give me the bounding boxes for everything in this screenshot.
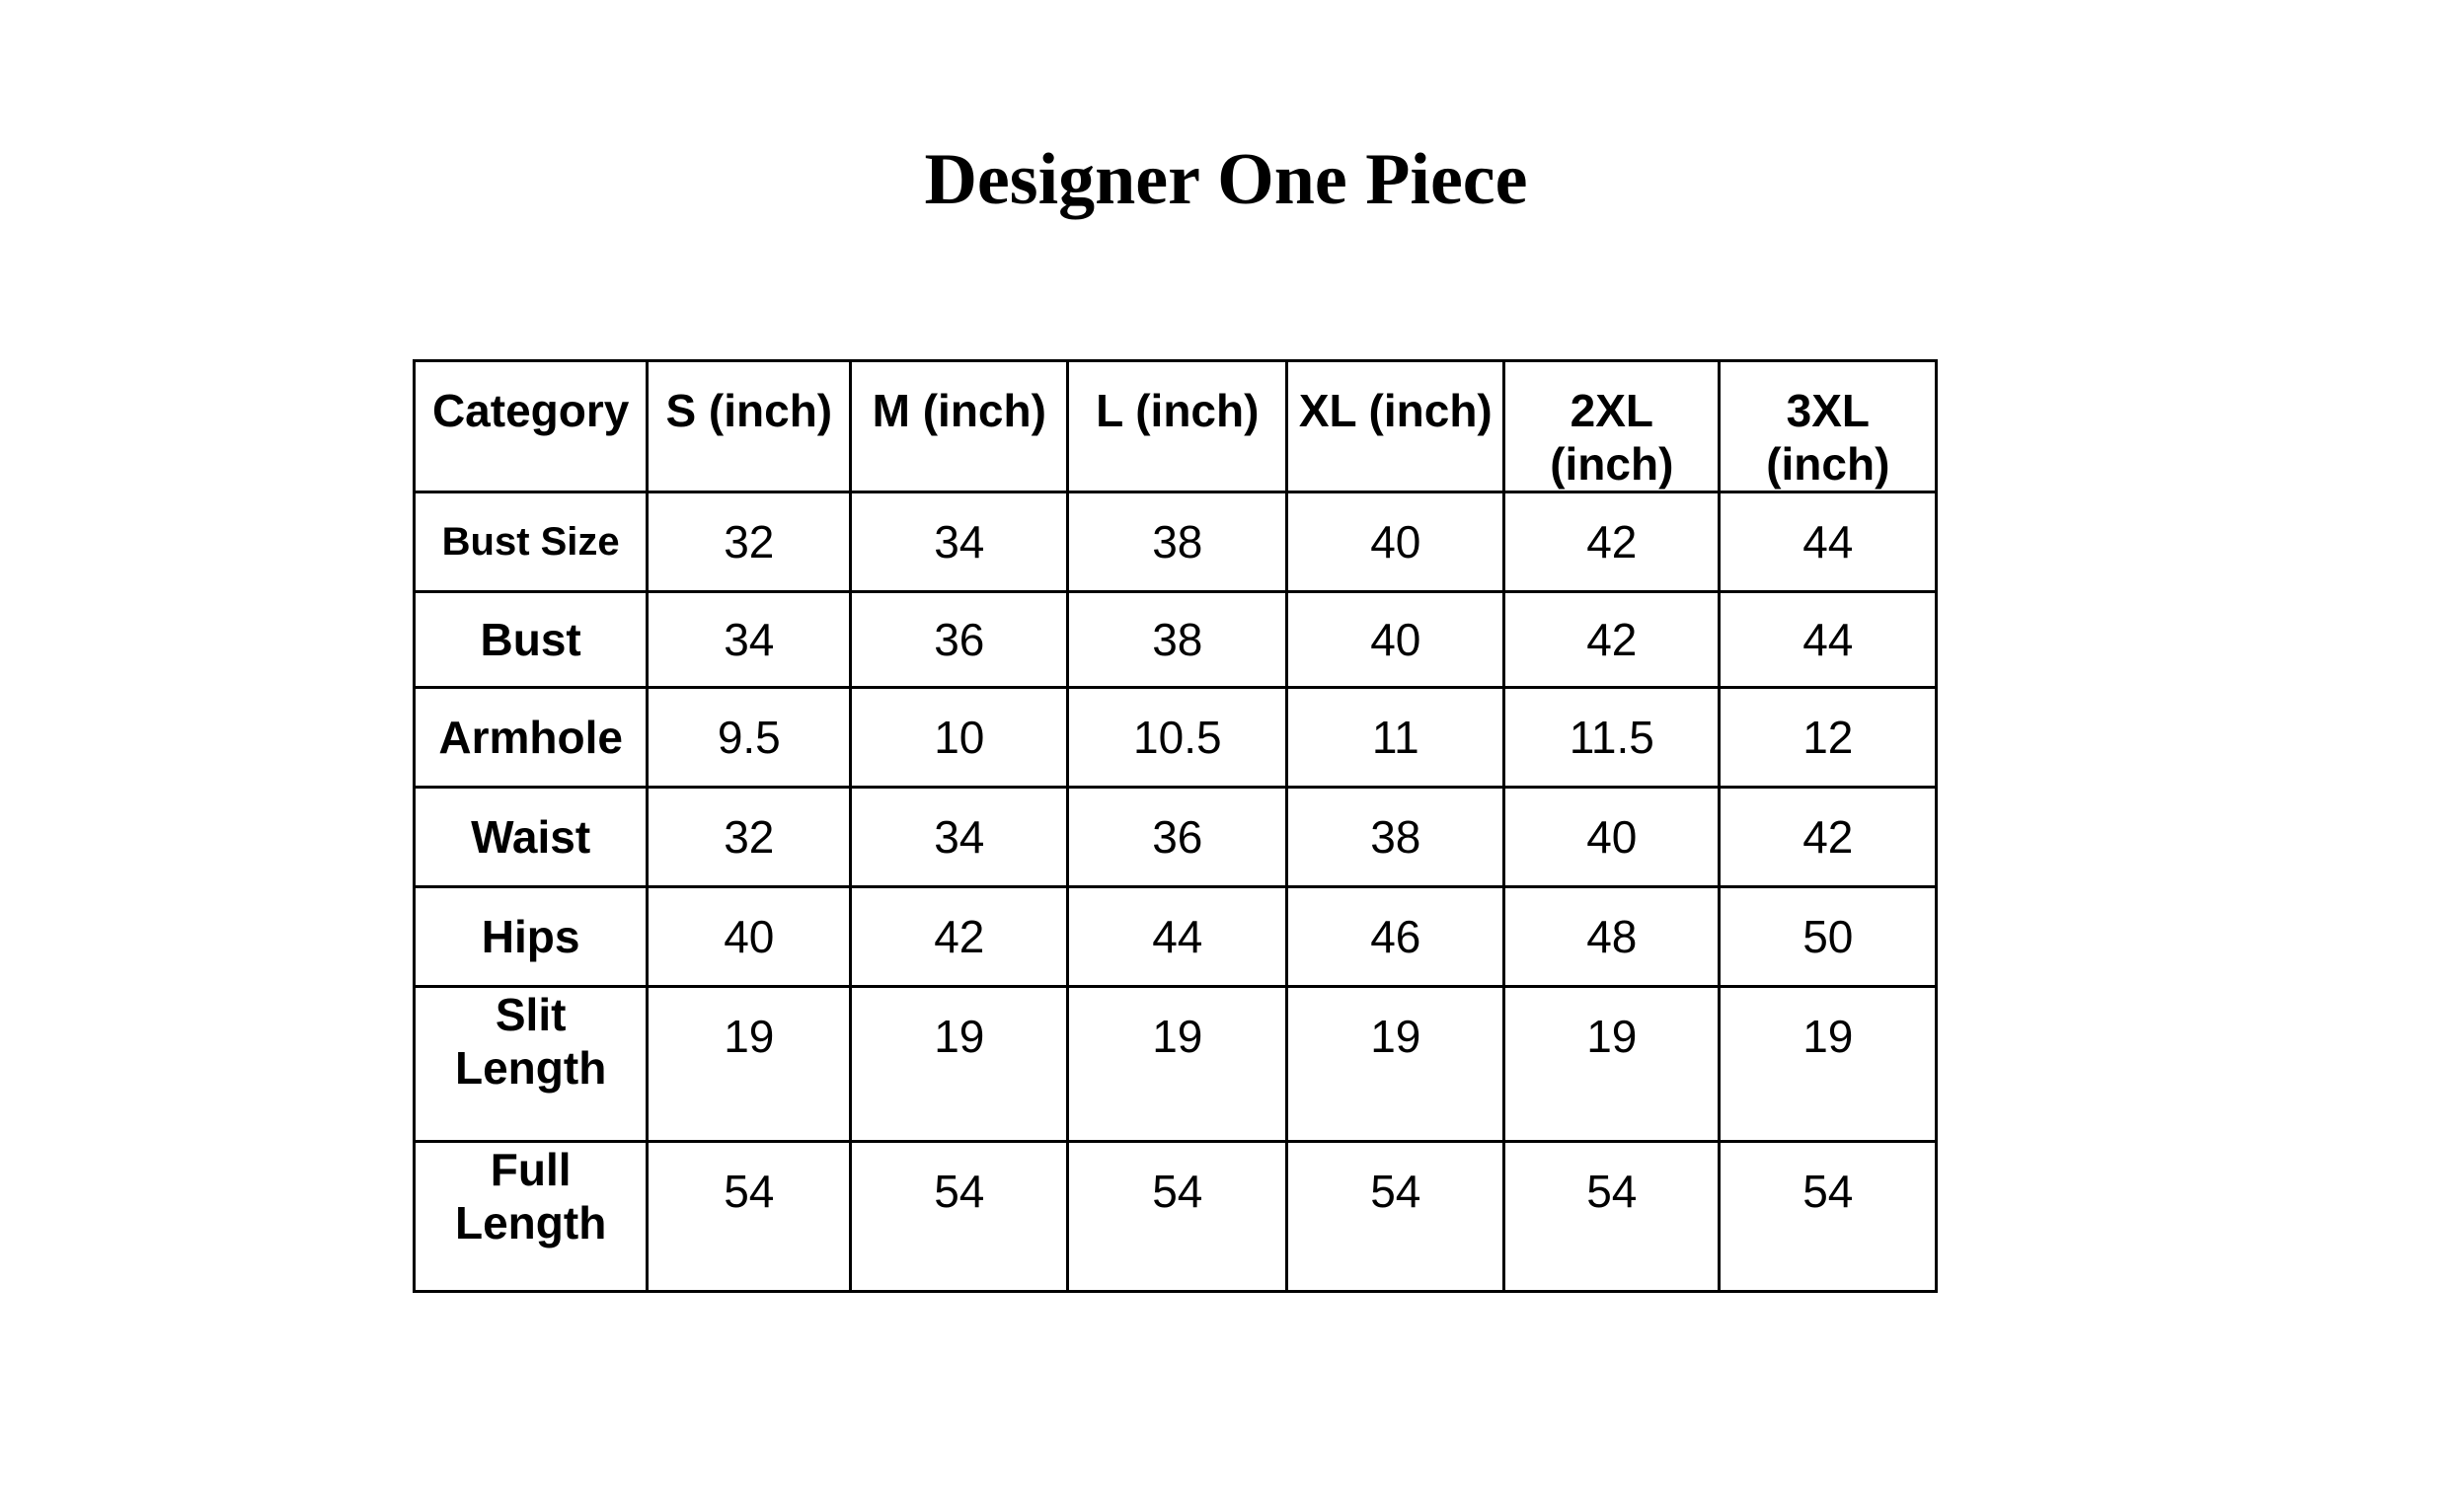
table-cell: 54: [1068, 1142, 1287, 1292]
column-header: S (inch): [648, 361, 851, 492]
table-cell: 19: [1068, 987, 1287, 1142]
table-cell: 19: [851, 987, 1068, 1142]
header-row: [415, 361, 1937, 492]
table-cell: 54: [1504, 1142, 1720, 1292]
table-cell: 50: [1720, 887, 1937, 987]
table-cell: 42: [851, 887, 1068, 987]
table-cell: 10.5: [1068, 688, 1287, 788]
table-cell: 36: [1068, 788, 1287, 887]
table-cell: 34: [648, 592, 851, 688]
size-chart-table: [413, 359, 1938, 1293]
table-cell: 11.5: [1504, 688, 1720, 788]
column-header: L (inch): [1068, 361, 1287, 492]
row-category: Bust: [415, 592, 648, 688]
row-category: Bust Size: [415, 492, 648, 592]
table-row: [415, 887, 1937, 987]
table-cell: 19: [1720, 987, 1937, 1142]
row-category: Waist: [415, 788, 648, 887]
column-header: M (inch): [851, 361, 1068, 492]
table-cell: 40: [648, 887, 851, 987]
row-category: Full Length: [415, 1142, 648, 1292]
table-cell: 12: [1720, 688, 1937, 788]
table-cell: 34: [851, 492, 1068, 592]
table-row: [415, 492, 1937, 592]
table-cell: 38: [1068, 492, 1287, 592]
table-cell: 42: [1720, 788, 1937, 887]
table-cell: 44: [1720, 492, 1937, 592]
table-cell: 9.5: [648, 688, 851, 788]
row-category: Armhole: [415, 688, 648, 788]
column-header: Category: [415, 361, 648, 492]
table-cell: 48: [1504, 887, 1720, 987]
table-cell: 54: [1720, 1142, 1937, 1292]
table-row: [415, 688, 1937, 788]
table-cell: 11: [1287, 688, 1504, 788]
table-cell: 10: [851, 688, 1068, 788]
table-cell: 54: [648, 1142, 851, 1292]
table-cell: 42: [1504, 592, 1720, 688]
table-cell: 54: [1287, 1142, 1504, 1292]
table-cell: 36: [851, 592, 1068, 688]
column-header: XL (inch): [1287, 361, 1504, 492]
table-cell: 40: [1287, 592, 1504, 688]
table-cell: 42: [1504, 492, 1720, 592]
table-cell: 32: [648, 788, 851, 887]
column-header: 2XL (inch): [1504, 361, 1720, 492]
table-cell: 44: [1720, 592, 1937, 688]
table-cell: 46: [1287, 887, 1504, 987]
table-cell: 19: [1504, 987, 1720, 1142]
table-cell: 34: [851, 788, 1068, 887]
table-cell: 38: [1068, 592, 1287, 688]
row-category: Slit Length: [415, 987, 648, 1142]
page-title: Designer One Piece: [924, 139, 1528, 220]
table-cell: 32: [648, 492, 851, 592]
table-row: [415, 592, 1937, 688]
row-category: Hips: [415, 887, 648, 987]
table-cell: 54: [851, 1142, 1068, 1292]
table-cell: 19: [648, 987, 851, 1142]
table-cell: 40: [1287, 492, 1504, 592]
table-row: [415, 1142, 1937, 1292]
table-cell: 19: [1287, 987, 1504, 1142]
table-row: [415, 788, 1937, 887]
table-cell: 44: [1068, 887, 1287, 987]
column-header: 3XL (inch): [1720, 361, 1937, 492]
table-row: [415, 987, 1937, 1142]
table-cell: 38: [1287, 788, 1504, 887]
table-cell: 40: [1504, 788, 1720, 887]
